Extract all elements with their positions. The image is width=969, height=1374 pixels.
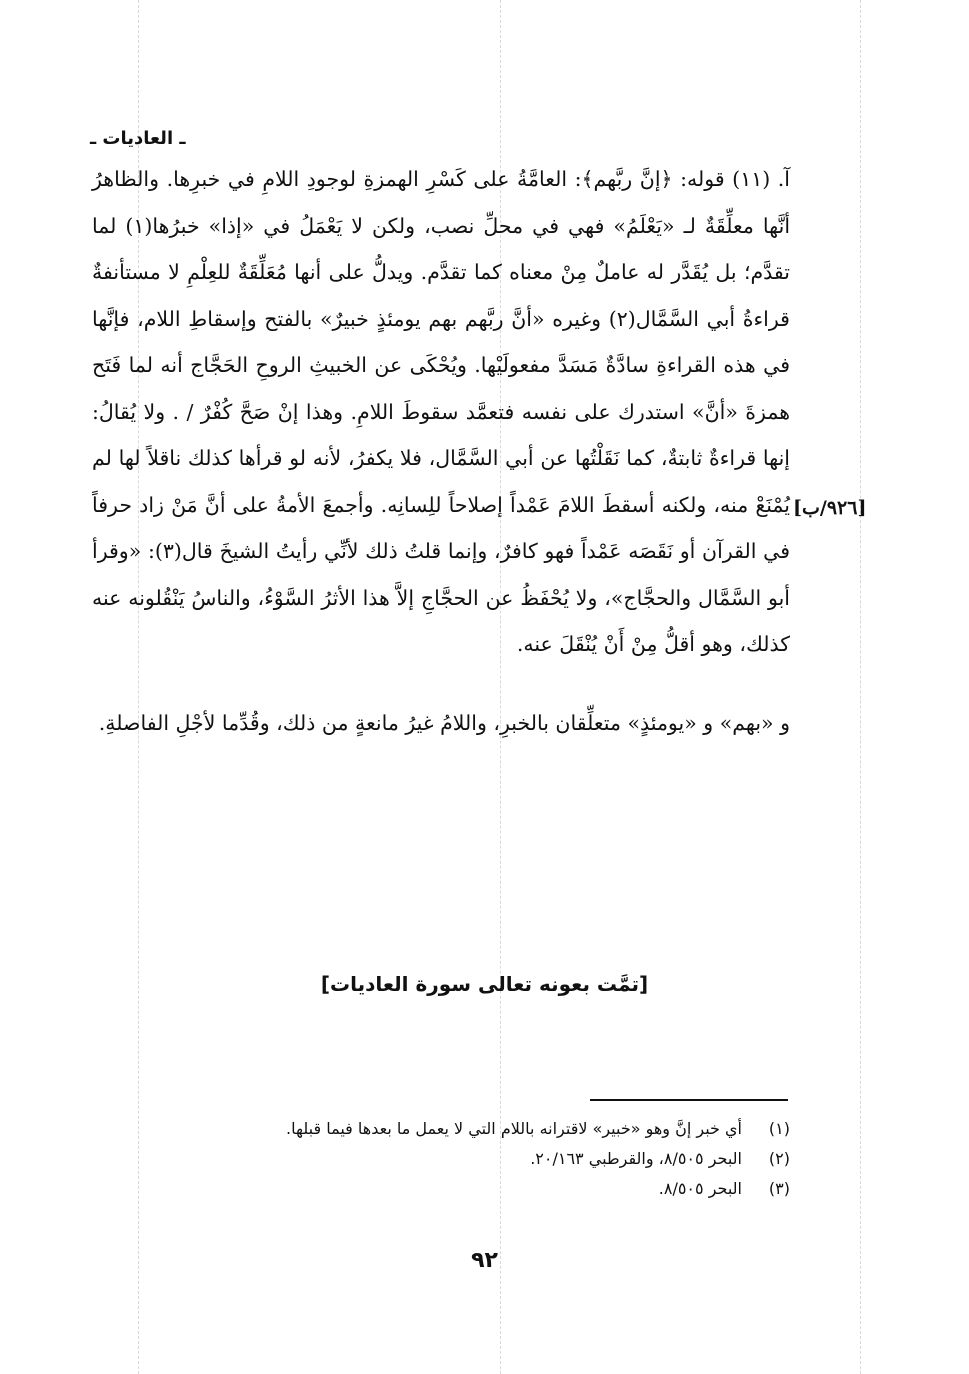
footnote-text: البحر ٨/٥٠٥، والقرطبي ٢٠/١٦٣. [530,1149,742,1168]
footnote [120,1144,790,1174]
footnote-number: (١) [768,1119,790,1138]
page-number: ٩٢ [471,1248,498,1273]
footnote-text: البحر ٨/٥٠٥. [658,1179,742,1198]
main-text [92,156,790,746]
footnote-text: أي خبر إنَّ وهو «خبير» لاقترانه باللام التي لا يعمل ما بعدها فيما قبلها. [286,1119,742,1138]
paragraph: و «بهم» و «يومئذٍ» متعلِّقان بالخبرِ، واللامُ غيرُ مانعةٍ من ذلك، وقُدِّما لأجْلِ الفاصلةِ. [98,710,790,735]
running-head: ـ العاديات ـ [90,128,186,149]
footnote-number: (٣) [768,1179,790,1198]
footnote [120,1174,790,1204]
footnote-divider [590,1099,788,1101]
footnotes [120,1114,790,1204]
paragraph: آ. (١١) قوله: ﴿إنَّ ربَّهم﴾: العامَّةُ على كَسْرِ الهمزةِ لوجودِ اللامِ في خبرِها. والظاهرُ أنَّها معلِّقَةٌ لـ «يَعْلَمُ» فهي في محلِّ نصب، ولكن لا يَعْمَلُ في «إذا» خبرُها(١) لما تقدَّم؛ بل يُقَدَّر له عاملٌ مِنْ معناه كما تقدَّم. ويدلُّ على أنها مُعَلِّقَةٌ للعِلْمِ لا مستأنفةٌ قراءةُ أبي السَّمَّال(٢) وغيره «أنَّ ربَّهم بهم يومئذٍ خبيرٌ» بالفتح وإسقاطِ اللام، فإنَّها في هذه القراءةِ سادَّةٌ مَسَدَّ مفعولَيْها. ويُحْكَى عن الخبيثِ الروحِ الحَجَّاج أنه لما فَتَح همزةَ «أنَّ» استدرك على نفسه فتعمَّد سقوطَ اللامِ. وهذا إنْ صَحَّ كُفْرٌ / . ولا يُقالُ: إنها قراءةٌ ثابتةٌ، كما نَقَلْتُها عن أبي السَّمَّال، فلا يكفرُ، لأنه لو قرأها كذلك ناقلاً لها لم يُمْنَعْ منه، ولكنه أسقطَ اللامَ عَمْداً إصلاحاً للِسانِه. وأجمعَ الأمةُ على أنَّ مَنْ زاد حرفاً في القرآن أو نَقَصَه عَمْداً فهو كافرٌ، وإنما قلتُ ذلك لأنِّي رأيتُ الشيخَ قال(٣): «وقرأ أبو السَّمَّال والحجَّاج»، ولا يُحْفَظُ عن الحجَّاجِ إلاَّ هذا الأثرُ السَّوْءُ، والناسُ يَنْقُلونه عنه كذلك، وهو أقلُّ مِنْ أَنْ يُنْقَلَ عنه. [92,167,791,656]
surah-closing-note: [تمَّت بعونه تعالى سورة العاديات] [320,972,649,996]
footnote-number: (٢) [768,1149,790,1168]
margin-folio-note: [٩٢٦/ب] [793,497,867,519]
scan-guide-line [860,0,861,1374]
footnote [120,1114,790,1144]
